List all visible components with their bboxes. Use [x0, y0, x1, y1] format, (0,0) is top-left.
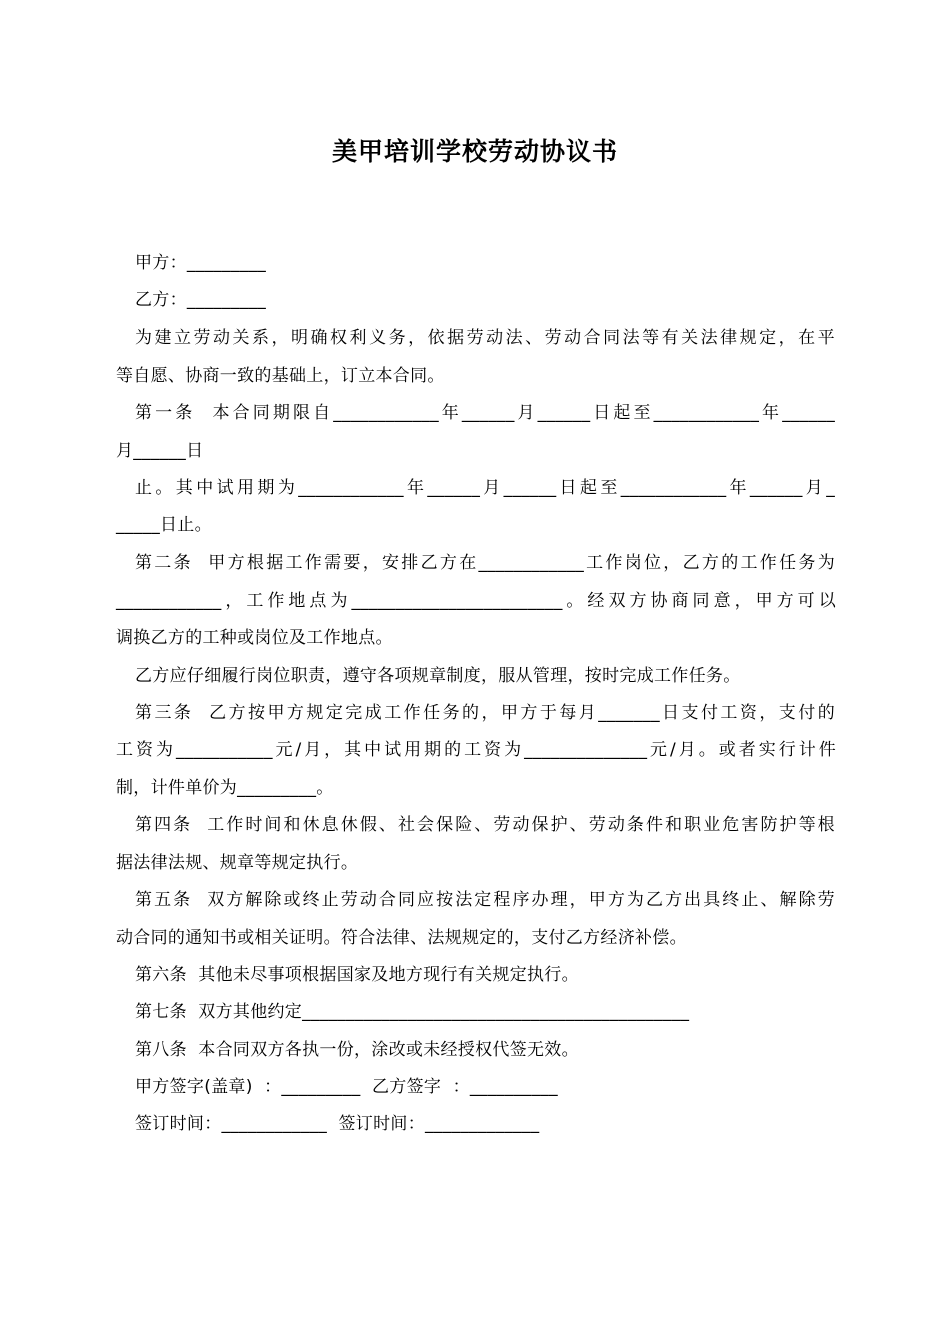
- preamble-line-1: 为建立劳动关系，明确权利义务，依据劳动法、劳动合同法等有关法律规定，在平: [135, 328, 835, 348]
- article-2-line-3: 调换乙方的工种或岗位及工作地点。: [116, 628, 393, 648]
- article-1-line-3: 止。其中试用期为____________年______月______日起至____________年______月_: [135, 478, 835, 498]
- article-2-line-4: 乙方应仔细履行岗位职责，遵守各项规章制度，服从管理，按时完成工作任务。: [135, 666, 741, 686]
- document-title: 美甲培训学校劳动协议书: [331, 137, 618, 166]
- article-2-line-2: ____________，工作地点为________________________。经双方协商同意，甲方可以: [116, 591, 836, 611]
- article-3-line-1: 第三条 乙方按甲方规定完成工作任务的，甲方于每月_______日支付工资，支付的: [135, 703, 835, 723]
- article-2-line-1: 第二条 甲方根据工作需要，安排乙方在____________工作岗位，乙方的工作任务为: [135, 553, 835, 573]
- article-3-line-2: 工资为___________元/月，其中试用期的工资为______________元/月。或者实行计件: [116, 740, 836, 760]
- party-a-line: 甲方：_________: [135, 253, 267, 273]
- article-5-line-1: 第五条 双方解除或终止劳动合同应按法定程序办理，甲方为乙方出具终止、解除劳: [135, 890, 835, 910]
- article-6-line: 第六条 其他未尽事项根据国家及地方现行有关规定执行。: [135, 965, 579, 985]
- article-4-line-2: 据法律法规、规章等规定执行。: [116, 853, 359, 873]
- party-b-line: 乙方：_________: [135, 290, 267, 310]
- signing-date-line: 签订时间：____________ 签订时间：_____________: [135, 1114, 540, 1134]
- article-1-line-2: 月______日: [116, 441, 204, 461]
- article-1-line-4: _____日止。: [116, 515, 212, 535]
- article-1-line-1: 第一条 本合同期限自____________年______月______日起至____________年______: [135, 403, 835, 423]
- preamble-line-2: 等自愿、协商一致的基础上，订立本合同。: [116, 366, 445, 386]
- article-7-line: 第七条 双方其他约定____________________________________________: [135, 1002, 690, 1022]
- article-5-line-2: 动合同的通知书或相关证明。符合法律、法规规定的，支付乙方经济补偿。: [116, 928, 687, 948]
- article-4-line-1: 第四条 工作时间和休息休假、社会保险、劳动保护、劳动条件和职业危害防护等根: [135, 815, 835, 835]
- article-8-line: 第八条 本合同双方各执一份，涂改或未经授权代签无效。: [135, 1040, 579, 1060]
- article-3-line-3: 制，计件单价为_________。: [116, 778, 334, 798]
- signature-line: 甲方签字(盖章) ：_________ 乙方签字 ：__________: [135, 1077, 558, 1097]
